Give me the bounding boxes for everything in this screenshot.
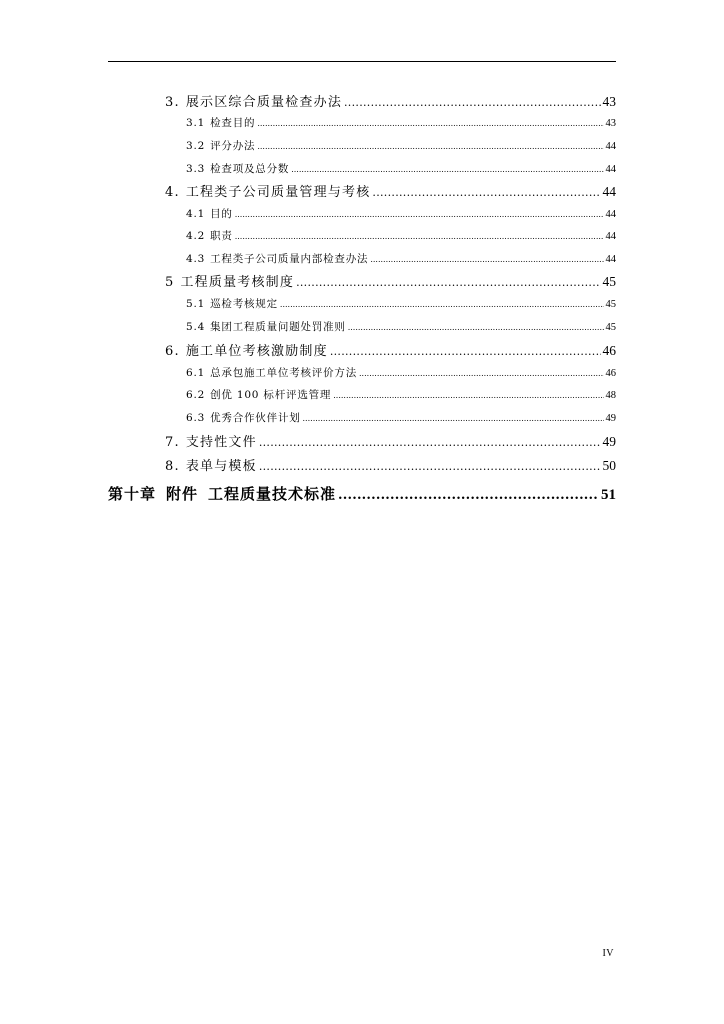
chapter-title-prefix: 附件 [166,485,199,503]
toc-entry-page: 48 [605,390,616,401]
toc-entry-page: 45 [602,274,616,289]
toc-entry[interactable] [186,251,616,266]
toc-entry-title: 评分办法 [210,140,256,152]
toc-entry-number: 4. [165,185,180,200]
toc-entry-title: 展示区综合质量检查办法 [185,95,343,110]
toc-entry-page: 49 [602,434,616,449]
toc-entry[interactable] [165,271,616,290]
toc-entry-page: 50 [602,458,616,473]
toc-entry-number: 4.1 [186,208,206,220]
toc-entry[interactable] [165,91,616,110]
toc-entry-page: 44 [605,209,616,220]
toc-entry[interactable] [186,319,616,334]
toc-entry-number: 3.3 [186,163,206,175]
toc-entry-page: 43 [602,94,616,109]
toc-entry-number: 6.1 [186,367,206,379]
toc-entry-number: 5 [165,275,175,290]
dot-leader [291,165,603,174]
toc-entry[interactable] [186,206,616,221]
toc-entry[interactable] [165,431,616,450]
toc-entry[interactable] [186,161,616,176]
toc-entry-number: 6. [165,344,180,359]
toc-entry-page: 43 [605,118,616,129]
dot-leader [303,414,604,423]
toc-entry-page: 45 [605,322,616,333]
dot-leader [259,436,601,449]
toc-entry-title: 总承包施工单位考核评价方法 [210,367,358,379]
toc-entry-number: 6.2 [186,389,206,401]
dot-leader [359,369,603,378]
toc-entry[interactable] [186,410,616,425]
toc-entry-number: 3.1 [186,117,206,129]
toc-entry[interactable] [186,387,616,402]
toc-entry-page: 44 [605,231,616,242]
dot-leader [338,488,599,503]
toc-entry[interactable] [165,340,616,359]
toc-entry[interactable] [186,365,616,380]
toc-chapter-entry[interactable] [108,483,616,504]
dot-leader [348,323,604,332]
toc-entry-page: 46 [605,368,616,379]
dot-leader [344,96,600,109]
toc-entry[interactable] [186,138,616,153]
toc-entry[interactable] [165,455,616,474]
toc-entry-page: 44 [605,254,616,265]
toc-entry-page: 46 [602,343,616,358]
toc-entry-title: 目的 [210,208,233,220]
toc-entry-title: 优秀合作伙伴计划 [210,412,301,424]
dot-leader [333,391,603,400]
chapter-title: 工程质量技术标准 [208,485,337,503]
toc-entry-title: 检查项及总分数 [210,163,290,175]
toc-entry-title: 巡检考核规定 [210,298,278,310]
dot-leader [257,119,603,128]
dot-leader [296,276,600,289]
dot-leader [257,142,603,151]
dot-leader [259,460,601,473]
toc-entry-title: 表单与模板 [185,459,257,474]
dot-leader [370,255,603,264]
toc-entry-title: 施工单位考核激励制度 [185,344,328,359]
toc-entry-number: 4.2 [186,230,206,242]
toc-entry-number: 4.3 [186,253,206,265]
toc-entry-page: 44 [605,141,616,152]
page-number: IV [602,948,614,959]
toc-entry[interactable] [186,296,616,311]
toc-entry-title: 工程类子公司质量内部检查办法 [210,253,369,265]
dot-leader [235,232,604,241]
toc-entry-page: 45 [605,299,616,310]
dot-leader [330,345,601,358]
dot-leader [280,300,604,309]
toc-entry-number: 5.1 [186,298,206,310]
dot-leader [372,186,600,199]
chapter-number: 第十章 [108,485,157,503]
toc-entry-number: 6.3 [186,412,206,424]
toc-entry-page: 44 [605,164,616,175]
toc-entry-title: 工程质量考核制度 [180,275,295,290]
chapter-page: 51 [601,487,616,503]
toc-entry-title: 支持性文件 [185,435,257,450]
toc-entry-title: 职责 [210,230,233,242]
toc-entry-title: 检查目的 [210,117,256,129]
toc-entry-page: 44 [602,184,616,199]
toc-entry-number: 3.2 [186,140,206,152]
dot-leader [235,210,604,219]
toc-entry-page: 49 [605,413,616,424]
toc-entry[interactable] [165,181,616,200]
toc-entry-number: 7. [165,435,180,450]
toc-entry-title: 集团工程质量问题处罚准则 [210,321,346,333]
toc-entry-title: 创优 100 标杆评选管理 [210,389,332,401]
toc-entry-number: 8. [165,459,180,474]
toc-entry-number: 3. [165,95,180,110]
toc-entry[interactable] [186,115,616,130]
toc-entry-title: 工程类子公司质量管理与考核 [185,185,371,200]
toc-entry[interactable] [186,228,616,243]
toc-entry-number: 5.4 [186,321,206,333]
